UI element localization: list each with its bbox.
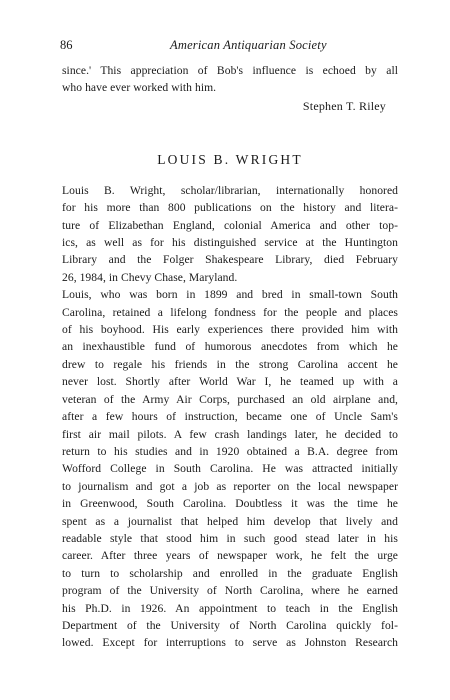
text-line: Louis B. Wright, scholar/librarian, internationally honored — [62, 183, 398, 197]
intro-paragraph — [62, 62, 398, 97]
paragraph-1 — [62, 182, 398, 286]
text-line: drew to regale his friends in the strong Carolina accent he — [62, 357, 398, 371]
author-signature: Stephen T. Riley — [302, 98, 386, 113]
text-line: an inexhaustible fund of humorous anecdotes from which he — [62, 340, 398, 354]
text-line: to journalism and got a job as reporter on the local newspaper — [62, 479, 398, 493]
text-line: to turn to scholarship and enrolled in the graduate English — [62, 566, 398, 580]
text-line: program of the University of North Carolina, where he earned — [62, 584, 398, 598]
text-line: return to his studies and in 1920 obtained a B.A. degree from — [62, 444, 398, 458]
journal-title: American Antiquarian Society — [170, 38, 327, 52]
text-line: lowed. Except for interruptions to serve as Johnston Research — [62, 636, 398, 650]
text-line: since.' This appreciation of Bob's influence is echoed by all — [62, 64, 398, 77]
document-page — [62, 38, 398, 652]
text-line: readable style that stood him in such good stead later in his — [62, 531, 398, 545]
text-line: 26, 1984, in Chevy Chase, Maryland. — [62, 270, 238, 284]
text-line: Wofford College in South Carolina. He was attracted initially — [62, 462, 398, 476]
text-line: Library and the Folger Shakespeare Library, died February — [62, 253, 398, 267]
article-title: LOUIS B. WRIGHT — [157, 151, 303, 167]
text-line: after a few hours of instruction, became one of Uncle Sam's — [62, 410, 398, 424]
text-line: spent as a journalist that helped him develop that lively and — [62, 514, 398, 528]
text-line: who have ever worked with him. — [62, 81, 217, 95]
text-line: for his more than 800 publications on the history and litera- — [62, 201, 398, 215]
text-line: Department of the University of North Carolina quickly fol- — [62, 618, 398, 632]
text-line: in Greenwood, South Carolina. Doubtless it was the time he — [62, 497, 398, 511]
text-line: never lost. Shortly after World War I, he teamed up with a — [62, 375, 398, 389]
text-line: first air mail pilots. A few crash landings later, he decided to — [62, 427, 398, 441]
text-line: veteran of the Army Air Corps, purchased an old airplane and, — [62, 392, 398, 406]
text-line: career. After three years of newspaper work, he felt the urge — [62, 549, 398, 563]
text-line: Louis, who was born in 1899 and bred in small-town South — [62, 288, 398, 302]
text-line: of his boyhood. His early experiences there provided him with — [62, 323, 398, 337]
text-line: ics, as well as for his distinguished service at the Huntington — [62, 236, 398, 250]
running-head — [62, 38, 398, 58]
paragraph-2 — [62, 286, 398, 652]
text-line: Carolina, retained a lifelong fondness for the people and places — [62, 305, 398, 319]
text-line: ture of Elizabethan England, colonial America and other top- — [62, 218, 398, 232]
page-number: 86 — [60, 38, 73, 52]
text-line: his Ph.D. in 1926. An appointment to teach in the English — [62, 601, 398, 615]
